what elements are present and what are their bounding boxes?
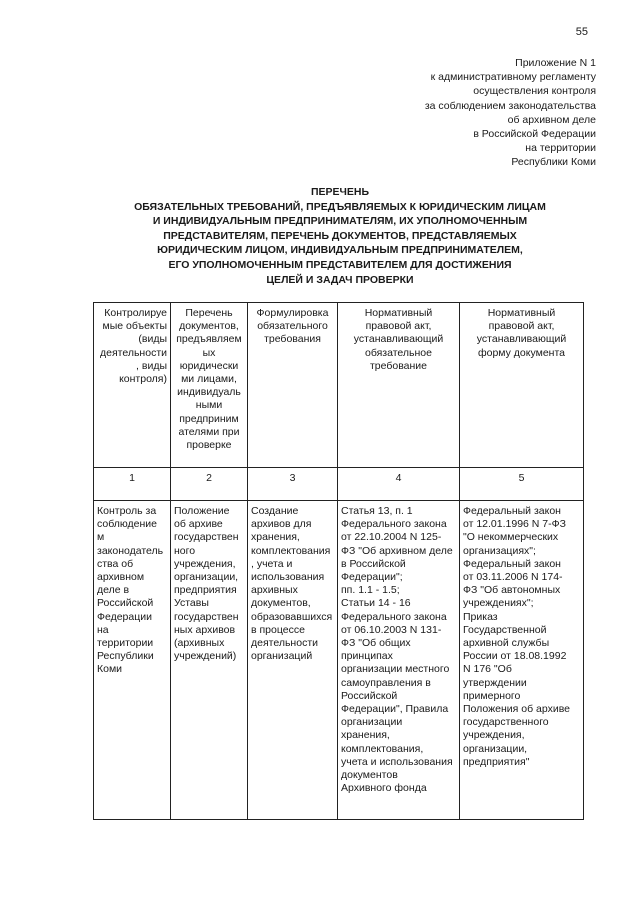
cell-line: правовой акт, <box>365 320 432 333</box>
cell-line: пп. 1.1 - 1.5; <box>341 584 400 597</box>
title-line: ПРЕДСТАВИТЕЛЯМ, ПЕРЕЧЕНЬ ДОКУМЕНТОВ, ПРЕДСТАВЛЯЕМЫХ <box>163 229 517 242</box>
cell-line: Статьи 14 - 16 <box>341 597 411 610</box>
cell-line: Формулировка <box>256 307 329 319</box>
column-number: 3 <box>248 468 338 501</box>
page-number: 55 <box>575 26 588 38</box>
cell-line: ных архивов <box>174 623 236 636</box>
cell-line: Федеральный закон <box>463 557 561 570</box>
cell-line: ми лицами, <box>181 373 237 386</box>
cell-line: утверждении <box>463 676 527 689</box>
header-cell <box>94 303 171 468</box>
cell-line: соблюдение <box>97 518 157 531</box>
cell-line: от 03.11.2006 N 174- <box>463 571 563 584</box>
cell-line: Республики <box>97 650 154 663</box>
column-number: 2 <box>171 468 248 501</box>
header-cell <box>171 303 248 468</box>
cell-line: документов, <box>179 320 239 333</box>
cell-line: от 22.10.2004 N 125- <box>341 531 442 544</box>
cell-line: обязательное <box>365 346 432 359</box>
cell-line: юридически <box>179 359 239 372</box>
cell-line: от 12.01.1996 N 7-ФЗ <box>463 518 566 531</box>
cell-line: (архивных <box>174 637 225 650</box>
cell-line: организации, <box>463 742 528 755</box>
cell-line: индивидуаль <box>177 386 241 399</box>
cell-line: форму документа <box>477 346 566 359</box>
appendix-line: в Российской Федерации <box>473 128 596 141</box>
cell-line: документов <box>341 769 398 782</box>
cell-line: Создание <box>251 505 299 517</box>
cell-line: организаций <box>251 650 313 663</box>
cell-line: государственного <box>463 716 549 729</box>
header-cell <box>460 303 584 468</box>
cell-line: хранения, <box>251 531 300 544</box>
cell-line: предъявляем <box>176 333 242 346</box>
cell-line: организациях"; <box>463 544 536 557</box>
cell-line: архивов для <box>251 518 312 531</box>
cell-line: принципах <box>341 650 393 663</box>
cell-line: ными <box>195 399 223 412</box>
cell-line: архивной службы <box>463 637 550 650</box>
cell-line: Федеральный закон <box>463 505 561 517</box>
cell-line: Перечень <box>185 307 233 319</box>
title-line: ПЕРЕЧЕНЬ <box>310 186 370 198</box>
cell-line: Уставы <box>174 597 209 610</box>
appendix-line: на территории <box>525 142 596 155</box>
cell-line: предприятия" <box>463 755 530 768</box>
cell-line: контроля) <box>119 373 167 386</box>
table-cell <box>94 501 171 820</box>
cell-line: документов, <box>251 597 311 610</box>
cell-line: учреждения, <box>463 729 525 742</box>
cell-line: самоуправления в <box>341 676 431 689</box>
cell-line: архивных <box>251 584 298 597</box>
title-line: ЕГО УПОЛНОМОЧЕННЫМ ПРЕДСТАВИТЕЛЕМ ДЛЯ ДОСТИЖЕНИЯ <box>168 258 512 271</box>
cell-line: предприним <box>179 412 239 425</box>
cell-line: проверке <box>186 439 232 452</box>
cell-line: Государственной <box>463 623 547 636</box>
cell-line: ателями при <box>178 425 240 438</box>
cell-line: ых <box>202 346 216 359</box>
cell-line: в Российской <box>341 557 406 570</box>
cell-line: деятельности <box>100 346 167 359</box>
cell-line: учреждения, <box>174 557 236 570</box>
cell-line: , виды <box>136 359 167 372</box>
cell-line: на <box>97 623 109 636</box>
cell-line: примерного <box>463 689 521 702</box>
title-line: ЦЕЛЕЙ И ЗАДАЧ ПРОВЕРКИ <box>266 273 414 286</box>
cell-line: Контроль за <box>97 505 157 517</box>
table-header-row <box>94 303 584 468</box>
cell-line: в процессе <box>251 623 305 636</box>
cell-line: Положение <box>174 505 230 517</box>
cell-line: Статья 13, п. 1 <box>341 505 413 517</box>
cell-line: ного <box>174 544 196 557</box>
cell-line: м <box>97 531 105 544</box>
cell-line: ства об <box>97 557 134 570</box>
cell-line: Российской <box>341 689 398 702</box>
cell-line: государствен <box>174 531 239 544</box>
title-line: И ИНДИВИДУАЛЬНЫМ ПРЕДПРИНИМАТЕЛЯМ, ИХ УПОЛНОМОЧЕННЫМ <box>152 215 528 228</box>
cell-line: комплектования, <box>341 742 424 755</box>
cell-line: Федерации", Правила <box>341 703 449 716</box>
header-cell <box>338 303 460 468</box>
cell-line: России от 18.08.1992 <box>463 650 567 663</box>
cell-line: учреждениях"; <box>463 597 534 610</box>
cell-line: требование <box>369 359 428 372</box>
cell-line: государствен <box>174 610 239 623</box>
cell-line: ФЗ "Об автономных <box>463 584 561 597</box>
cell-line: организации <box>341 716 403 729</box>
cell-line: Федерации <box>97 610 152 623</box>
cell-line: об архиве <box>174 518 223 531</box>
appendix-line: за соблюдением законодательства <box>424 99 596 112</box>
appendix-line: Республики Коми <box>511 156 596 169</box>
cell-line: организации местного <box>341 663 450 676</box>
header-cell <box>248 303 338 468</box>
cell-line: от 06.10.2003 N 131- <box>341 623 442 636</box>
appendix-line: Приложение N 1 <box>515 57 596 69</box>
title-line: ЮРИДИЧЕСКИМ ЛИЦОМ, ИНДИВИДУАЛЬНЫМ ПРЕДПРИНИМАТЕЛЕМ, <box>157 244 523 257</box>
cell-line: использования <box>251 571 325 584</box>
cell-line: образовавшихся <box>251 610 333 623</box>
appendix-header <box>425 56 596 170</box>
table-row <box>94 501 584 820</box>
column-number: 1 <box>94 468 171 501</box>
cell-line: N 176 "Об <box>463 663 512 676</box>
appendix-line: об архивном деле <box>507 113 596 126</box>
cell-line: устанавливающий <box>476 333 567 346</box>
cell-line: "О некоммерческих <box>463 531 559 544</box>
cell-line: Архивного фонда <box>341 782 427 795</box>
cell-line: предприятия <box>174 584 237 597</box>
cell-line: обязательного <box>257 320 328 333</box>
cell-line: (виды <box>138 333 167 346</box>
cell-line: Контролируе <box>104 307 167 319</box>
cell-line: деле в <box>97 584 130 597</box>
table-cell <box>248 501 338 820</box>
cell-line: хранения, <box>341 729 390 742</box>
cell-line: учета и использования <box>341 755 453 768</box>
cell-line: Положения об архиве <box>463 703 570 716</box>
cell-line: учреждений) <box>174 650 237 663</box>
cell-line: комплектования <box>251 544 331 557</box>
cell-line: Нормативный <box>487 307 556 319</box>
cell-line: деятельности <box>251 637 318 650</box>
cell-line: организации, <box>174 571 239 584</box>
cell-line: Нормативный <box>364 307 433 319</box>
cell-line: Федерального закона <box>341 518 447 531</box>
cell-line: ФЗ "Об общих <box>341 637 411 650</box>
cell-line: Коми <box>97 663 123 676</box>
table-cell <box>171 501 248 820</box>
column-number: 5 <box>460 468 584 501</box>
column-number-row <box>94 468 584 501</box>
cell-line: Приказ <box>463 610 498 623</box>
cell-line: территории <box>97 637 154 650</box>
document-title <box>100 185 580 287</box>
cell-line: Федерации"; <box>341 571 403 584</box>
cell-line: устанавливающий <box>353 333 444 346</box>
cell-line: ФЗ "Об архивном деле <box>341 544 453 557</box>
cell-line: Российской <box>97 597 154 610</box>
cell-line: законодатель <box>97 544 164 557</box>
table-cell <box>460 501 584 820</box>
cell-line: правовой акт, <box>488 320 555 333</box>
cell-line: архивном <box>97 571 145 584</box>
cell-line: мые объекты <box>102 320 167 333</box>
title-line: ОБЯЗАТЕЛЬНЫХ ТРЕБОВАНИЙ, ПРЕДЪЯВЛЯЕМЫХ К ЮРИДИЧЕСКИМ ЛИЦАМ <box>134 200 546 213</box>
cell-line: , учета и <box>251 557 293 570</box>
appendix-line: к административному регламенту <box>430 71 596 84</box>
column-number: 4 <box>338 468 460 501</box>
appendix-line: осуществления контроля <box>473 85 596 98</box>
table-cell <box>338 501 460 820</box>
cell-line: Федерального закона <box>341 610 447 623</box>
cell-line: требования <box>264 333 321 346</box>
requirements-table <box>93 302 584 820</box>
